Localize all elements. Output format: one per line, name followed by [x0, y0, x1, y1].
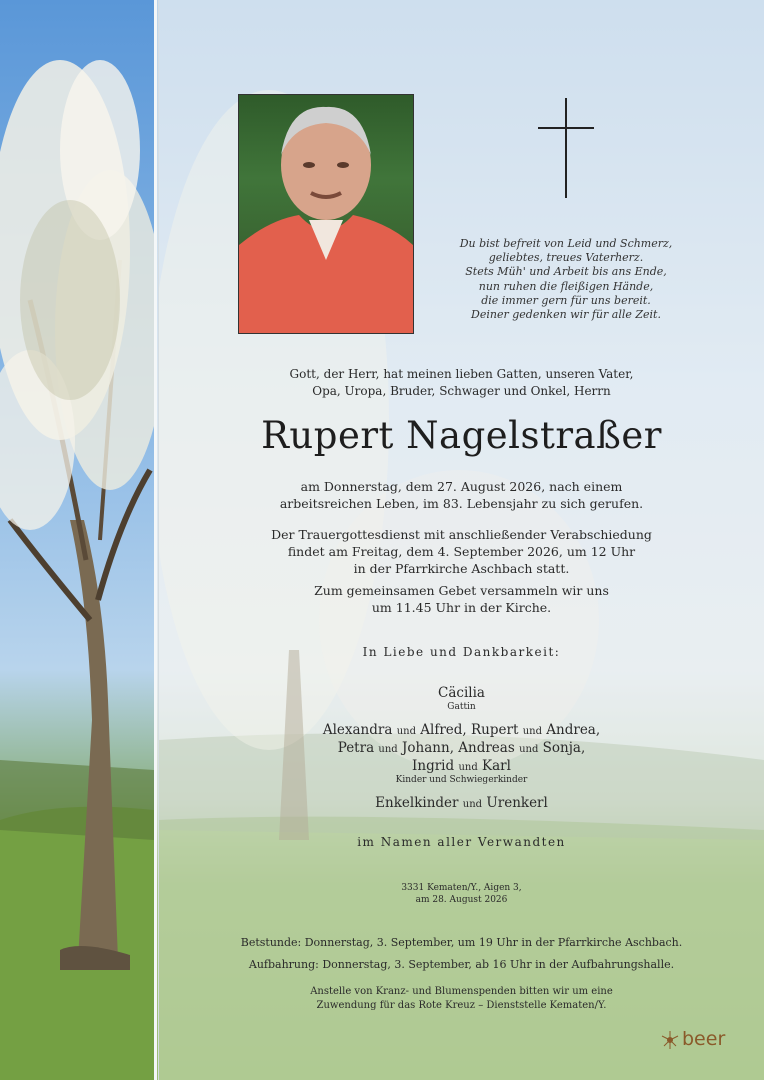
spouse-name: Cäcilia — [438, 685, 485, 701]
prayer-notice — [159, 582, 764, 616]
child-name: Andrea, — [546, 722, 601, 738]
portrait-image — [239, 95, 413, 333]
children-role: Kinder und Schwiegerkinder — [395, 775, 528, 785]
und-text: und — [462, 799, 483, 810]
prayer-line: Zum gemeinsamen Gebet versammeln wir uns — [314, 583, 609, 598]
donation-line: Zuwendung für das Rote Kreuz – Dienststelle Kematen/Y. — [316, 1000, 607, 1011]
children-line-2 — [159, 739, 764, 759]
child-name: Johann, Andreas — [402, 740, 515, 756]
poem-line: Du bist befreit von Leid und Schmerz, — [459, 237, 673, 250]
beer-logo — [660, 1028, 736, 1054]
deceased-name: Rupert Nagelstraßer — [261, 414, 662, 457]
poem-line: nun ruhen die fleißigen Hände, — [478, 279, 654, 293]
intro-line: Gott, der Herr, hat meinen lieben Gatten, unseren Vater, — [289, 367, 634, 381]
und-text: und — [396, 726, 416, 737]
death-line: am Donnerstag, dem 27. August 2026, nach einem — [300, 479, 623, 494]
prayer-line: um 11.45 Uhr in der Kirche. — [371, 600, 552, 615]
divider-line — [154, 0, 157, 1080]
laying-out-notice: Aufbahrung: Donnerstag, 3. September, ab 16 Uhr in der Aufbahrungshalle. — [248, 958, 675, 971]
service-line: Der Trauergottesdienst mit anschließender Verabschiedung — [271, 527, 652, 542]
child-name: Alexandra — [322, 722, 393, 738]
address-line: 3331 Kematen/Y., Aigen 3, — [401, 883, 522, 893]
service-line: findet am Freitag, dem 4. September 2026, um 12 Uhr — [287, 544, 636, 559]
prayer-hour-notice: Betstunde: Donnerstag, 3. September, um 19 Uhr in der Pfarrkirche Aschbach. — [240, 936, 683, 949]
poem-line: Deiner gedenken wir für alle Zeit. — [471, 308, 661, 322]
service-line: in der Pfarrkirche Aschbach statt. — [353, 561, 570, 576]
relatives-line: im Namen aller Verwandten — [357, 835, 566, 849]
death-line: arbeitsreichen Leben, im 83. Lebensjahr zu sich gerufen. — [279, 496, 644, 511]
dandelion-icon — [660, 1030, 680, 1050]
und-text: und — [522, 726, 542, 737]
intro-line: Opa, Uropa, Bruder, Schwager und Onkel, Herrn — [312, 384, 611, 398]
und-text: und — [519, 744, 539, 755]
intro-text — [159, 366, 764, 400]
portrait-photo — [238, 94, 414, 334]
great-grandchildren-label: Urenkerl — [486, 795, 548, 811]
blossom-tree-image — [0, 0, 154, 1080]
und-text: und — [458, 762, 478, 773]
grandchildren-label: Enkelkinder — [375, 795, 459, 811]
logo-text: beer — [682, 1028, 726, 1050]
poem-line: die immer gern für uns bereit. — [481, 293, 651, 307]
children-line-1 — [159, 721, 764, 741]
memorial-poem — [436, 237, 696, 322]
children-line-3 — [159, 757, 764, 777]
grandchildren-line — [159, 794, 764, 814]
donation-line: Anstelle von Kranz- und Blumenspenden bitten wir um eine — [310, 986, 613, 997]
child-name: Petra — [337, 740, 375, 756]
child-name: Alfred, Rupert — [420, 722, 519, 738]
und-text: und — [378, 744, 398, 755]
donation-notice — [159, 985, 764, 1013]
child-name: Sonja, — [542, 740, 586, 756]
address-line: am 28. August 2026 — [415, 895, 508, 905]
poem-line: geliebtes, treues Vaterherz. — [488, 251, 644, 265]
death-notice — [159, 478, 764, 512]
child-name: Ingrid — [412, 758, 455, 774]
poem-line: Stets Müh' und Arbeit bis ans Ende, — [465, 265, 667, 279]
gratitude-heading: In Liebe und Dankbarkeit: — [362, 645, 561, 659]
child-name: Karl — [482, 758, 511, 774]
tree-photo-strip — [0, 0, 154, 1080]
address-block — [159, 882, 764, 906]
cross-icon — [538, 98, 594, 198]
spouse-role: Gattin — [447, 702, 476, 712]
funeral-service — [159, 526, 764, 577]
